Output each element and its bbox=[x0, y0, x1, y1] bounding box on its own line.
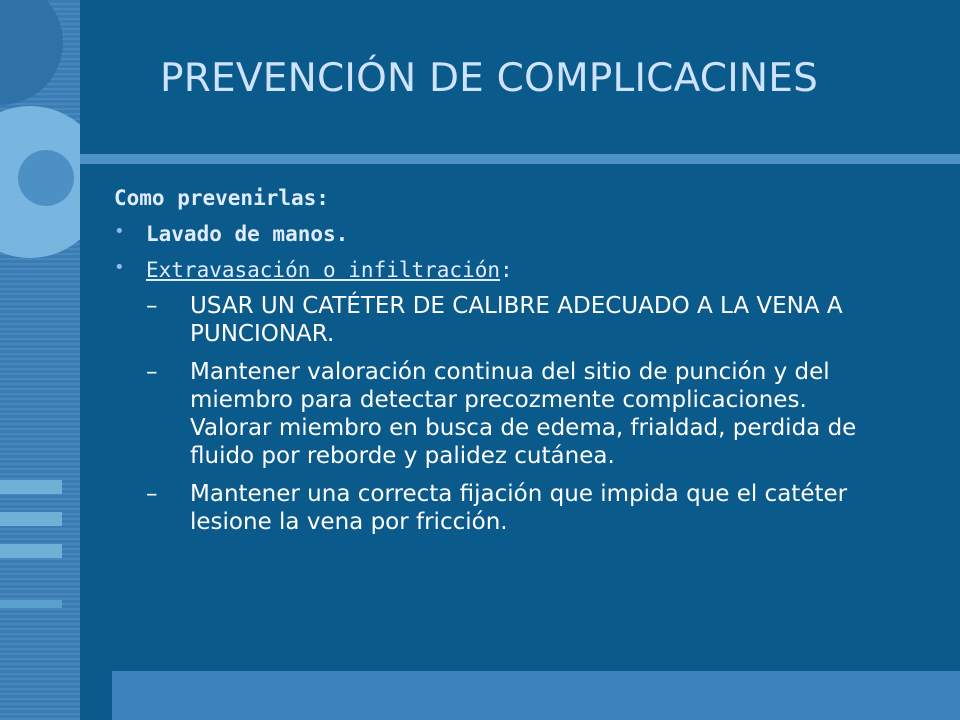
deco-bar-1 bbox=[0, 480, 62, 494]
bullet-marker: • bbox=[114, 257, 125, 278]
decorative-bottom-band bbox=[112, 671, 960, 720]
heading-colon: : bbox=[500, 258, 513, 282]
bullet-text-extravasation bbox=[146, 258, 513, 282]
title-divider-line bbox=[80, 154, 960, 164]
sub-item bbox=[146, 480, 880, 536]
bullet-text-hand-washing: Lavado de manos. bbox=[146, 222, 349, 246]
underlined-heading: Extravasación o infiltración bbox=[146, 258, 501, 282]
deco-bar-4 bbox=[0, 600, 62, 608]
dash-marker: – bbox=[146, 359, 158, 385]
sub-item bbox=[146, 358, 880, 470]
dash-marker: – bbox=[146, 293, 158, 319]
slide-content bbox=[114, 186, 944, 548]
deco-bar-2 bbox=[0, 512, 62, 526]
sub-item-text: Mantener una correcta fijación que impida que el catéter lesione la vena por fricción. bbox=[190, 481, 848, 535]
deco-circle-small bbox=[18, 150, 74, 206]
slide-title: PREVENCIÓN DE COMPLICACINES bbox=[160, 56, 819, 101]
bullet-marker: • bbox=[114, 221, 125, 242]
intro-text: Como prevenirlas: bbox=[114, 186, 329, 210]
sub-item bbox=[146, 292, 880, 348]
bullet-item bbox=[114, 222, 944, 246]
decorative-left-strip bbox=[0, 0, 80, 720]
deco-bar-3 bbox=[0, 544, 62, 558]
bullet-list bbox=[114, 222, 944, 536]
dash-marker: – bbox=[146, 481, 158, 507]
sub-list bbox=[146, 292, 944, 536]
bullet-item bbox=[114, 258, 944, 536]
sub-item-text: Mantener valoración continua del sitio de punción y del miembro para detectar precozmente complicaciones. Valorar miembro en busca de edema, frialdad, perdida de fluido por reborde y palidez cutánea. bbox=[190, 359, 857, 469]
sub-item-text: USAR UN CATÉTER DE CALIBRE ADECUADO A LA VENA A PUNCIONAR. bbox=[190, 293, 843, 347]
